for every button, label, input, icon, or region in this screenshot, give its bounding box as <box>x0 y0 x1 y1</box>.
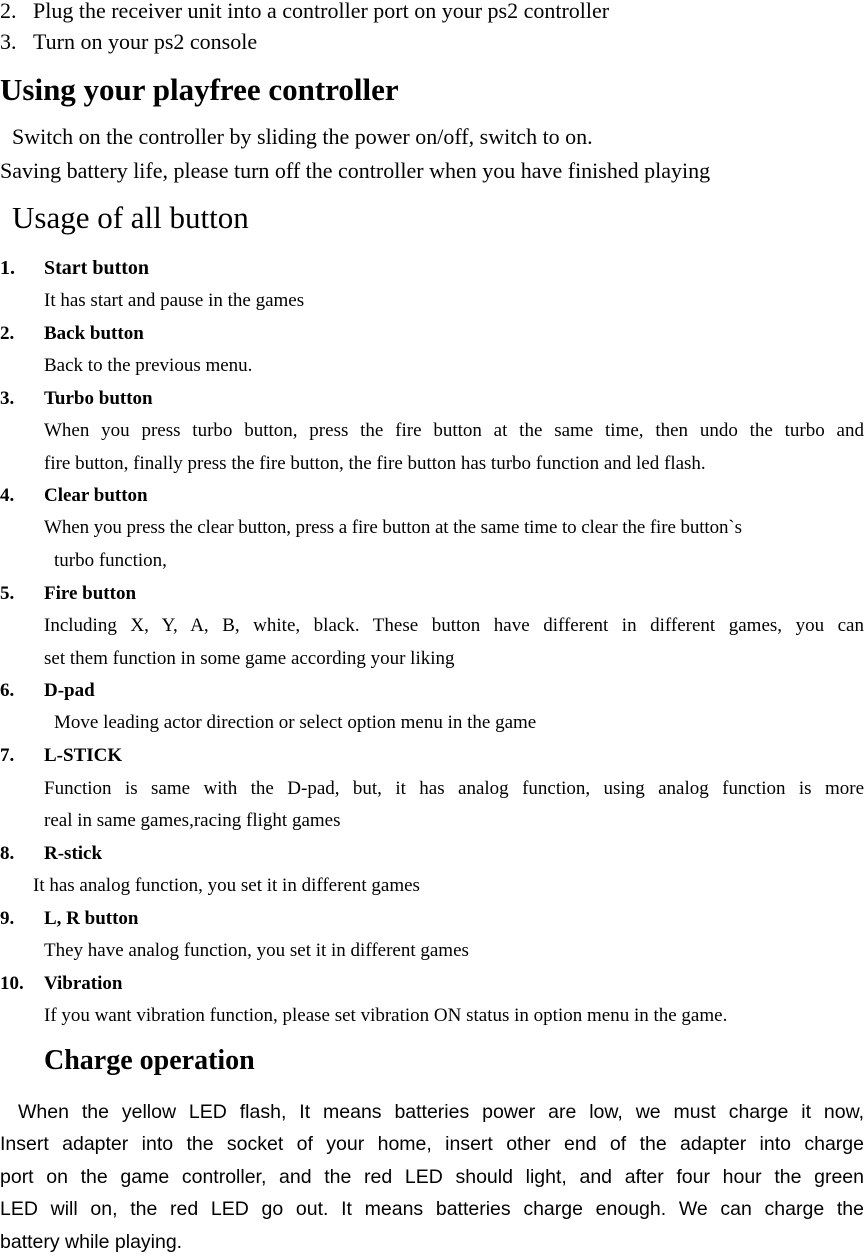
step-text: Turn on your ps2 console <box>33 29 258 54</box>
button-title: Clear button <box>44 485 148 506</box>
list-number: 2. <box>0 323 15 344</box>
button-title: Fire button <box>44 583 137 604</box>
step-number: 3. <box>0 29 17 54</box>
step-number: 2. <box>0 0 17 23</box>
button-title: Back button <box>44 323 144 344</box>
charge-paragraph-line: When the yellow LED flash, It means batteries power are low, we must charge it now, <box>18 1101 864 1123</box>
step-text: Plug the receiver unit into a controller port on your ps2 controller <box>33 0 610 23</box>
button-title: L, R button <box>44 908 139 929</box>
button-description: fire button, finally press the fire button, the fire button has turbo function and led flash. <box>44 453 706 474</box>
button-description: Move leading actor direction or select option menu in the game <box>54 712 537 733</box>
button-title: Vibration <box>44 973 123 994</box>
charge-heading: Charge operation <box>44 1045 255 1076</box>
button-description: set them function in some game according your liking <box>44 648 455 669</box>
button-title: Turbo button <box>44 388 153 409</box>
button-title: Start button <box>44 257 150 279</box>
list-number: 10. <box>0 973 24 994</box>
button-description: real in same games,racing flight games <box>44 810 341 831</box>
list-number: 3. <box>0 388 15 409</box>
button-description: Back to the previous menu. <box>44 355 253 376</box>
list-number: 6. <box>0 680 15 701</box>
step-item <box>0 29 257 55</box>
list-number: 8. <box>0 843 15 864</box>
button-description: When you press the clear button, press a fire button at the same time to clear the fire button`s <box>44 517 742 538</box>
button-description: Function is same with the D-pad, but, it has analog function, using analog function is more <box>44 778 864 799</box>
intro-paragraph: Saving battery life, please turn off the controller when you have finished playing <box>0 158 711 183</box>
button-title: D-pad <box>44 680 95 701</box>
charge-paragraph-line: LED will on, the red LED go out. It means batteries charge enough. We can charge the <box>0 1198 864 1220</box>
section-heading: Using your playfree controller <box>0 72 399 107</box>
button-description: It has start and pause in the games <box>44 290 305 311</box>
usage-heading: Usage of all button <box>12 200 249 235</box>
list-number: 7. <box>0 745 15 766</box>
list-number: 4. <box>0 485 15 506</box>
button-description: If you want vibration function, please set vibration ON status in option menu in the game. <box>44 1005 728 1026</box>
charge-paragraph-line: port on the game controller, and the red LED should light, and after four hour the green <box>0 1166 864 1188</box>
button-description: Including X, Y, A, B, white, black. These button have different in different games, you can <box>44 615 864 636</box>
button-description: turbo function, <box>54 550 167 571</box>
charge-paragraph-line: battery while playing. <box>0 1231 183 1253</box>
step-item <box>0 0 609 24</box>
list-number: 1. <box>0 257 15 279</box>
button-title: L-STICK <box>44 745 123 766</box>
button-description: It has analog function, you set it in different games <box>33 875 420 896</box>
button-title: R-stick <box>44 843 103 864</box>
list-number: 5. <box>0 583 15 604</box>
button-description: When you press turbo button, press the fire button at the same time, then undo the turbo and <box>44 420 864 441</box>
button-description: They have analog function, you set it in different games <box>44 940 469 961</box>
intro-paragraph: Switch on the controller by sliding the power on/off, switch to on. <box>12 124 593 149</box>
charge-paragraph-line: Insert adapter into the socket of your home, insert other end of the adapter into charge <box>0 1133 864 1155</box>
list-number: 9. <box>0 908 15 929</box>
